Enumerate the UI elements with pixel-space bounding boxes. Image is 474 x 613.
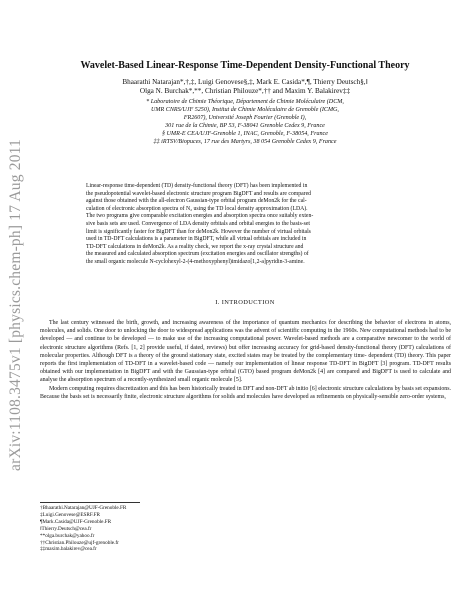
affiliation-line: § UMR-E CEA/UJF-Grenoble 1, INAC, Grenoble, F-38054, France [162, 131, 328, 138]
footnote-email[interactable]: ‡Luigi.Genovese@ESRF.FR [40, 511, 100, 518]
body-text [40, 319, 451, 401]
body-line: but offer increasing accuracy for grid-based density-functional theory (DFT) calculations of molecular properties. [40, 344, 451, 359]
body-line: The last century witnessed the birth, growth, and increasing awareness of the importance of quantum mechanics [49, 320, 327, 326]
body-line: for describing the behavior of electrons in atoms, molecules, and solids. One door to unlocking the door to widespread [40, 320, 451, 335]
body-line: Although DFT is a theory of the ground stationary state, excited states may be treated by the complementary time- [91, 352, 367, 359]
author-line: Olga N. Burchak*,**, Christian Philouze*,†† and Maxim Y. Balakirev‡‡ [139, 87, 351, 95]
affiliation-line: ‡‡ iRTSV/Biopuces, 17 rue des Martyrs, 38 054 Grenoble Cedex 9, France [153, 139, 337, 146]
arxiv-stamp [6, 95, 26, 515]
body-line: applications was the advent of scientific computing in the 1960s. New computational methods had to be developed [40, 328, 451, 343]
footnote-email[interactable]: †Bhaarathi.Natarajan@UJF-Grenoble.FR [40, 505, 127, 511]
affiliation-line: UMR CNRS/UJF 5250), Institut de Chimie Moléculaire de Grenoble (ICMG, [151, 107, 339, 114]
affiliation-line: * Laboratoire de Chimie Théorique, Département de Chimie Moléculaire (DCM, [146, 99, 344, 105]
paper-title: Wavelet-Based Linear-Response Time-Dependent Density-Functional Theory [80, 60, 410, 71]
footnote-rule [40, 502, 140, 503]
footnotes [40, 505, 340, 553]
affiliation-line: 301 rue de la Chimie, BP 53, F-38041 Grenoble Cedex 9, France [165, 123, 325, 130]
body-line: a comparative newcomer to the world of electronic structure algorithms (Refs. [1, 2] provide useful, if dated, reviews) [40, 336, 451, 351]
abstract-line: the measured and calculated absorption spectrum (excitation energies and oscillator strengths) of [86, 251, 309, 258]
footnote-email[interactable]: ††Christian.Philouze@ujf-grenoble.fr [40, 539, 119, 546]
footnote-email[interactable]: ‖Thierry.Deutsch@cea.fr [40, 525, 92, 532]
abstract-line: sive basis sets are used. Convergence of LDA density orbitals and orbital energies to the basis-set [86, 220, 310, 227]
abstract-line: Linear-response time-dependent (TD) density-functional theory (DFT) has been implemented in [86, 183, 308, 189]
abstract-line: against those obtained with the all-electron Gaussian-type orbital program deMon2k for the cal- [86, 198, 307, 205]
abstract-line: limit is significantly faster for BigDFT than for deMon2k. However the number of virtual orbitals [86, 228, 311, 235]
body-line: our implementation of linear response TD-DFT in BigDFT [3] program. TD-DFT results obtained with our [40, 361, 452, 376]
body-line: [6] electronic structure calculations by basis set expansions. Because the basis set is necessarily finite, electronic [40, 385, 451, 400]
abstract-line: the pseudopotential wavelet-based electronic structure program BigDFT and results are compared [86, 190, 312, 197]
footnote-email[interactable]: **olga.burchak@yahoo.fr [40, 532, 95, 539]
paragraph [40, 385, 451, 401]
section-heading: I. INTRODUCTION [215, 299, 275, 306]
abstract-line: culation of electronic absorption spectra of N₂ using the TD local density approximation (LDA). [86, 205, 308, 212]
footnote-email[interactable]: ‡‡maxim.balakirev@cea.fr [40, 546, 97, 553]
footnote-email[interactable]: ¶Mark.Casida@UJF-Grenoble.FR [40, 518, 112, 525]
body-line: [5]. [233, 377, 243, 384]
arxiv-stamp-text: arXiv:1108.3475v1 [physics.chem-ph] 17 Aug 2011 [7, 139, 24, 471]
paragraph [40, 319, 451, 385]
body-line: Modern computing requires discretization and this has been historically treated in DFT and non-DFT ab initio [49, 385, 309, 392]
affiliations [60, 98, 430, 147]
abstract [86, 183, 404, 267]
body-line: implementation in BigDFT and with the Gaussian-type orbital (GTO) based program deMon2k [4] are compared [84, 369, 360, 376]
abstract-line: TD-DFT calculations in deMon2k. As a reality check, we report the x-ray crystal structure and [86, 243, 304, 250]
affiliation-line: FR2607), Université Joseph Fourier (Grenoble I), [183, 115, 307, 122]
abstract-line: The two programs give comparable excitation energies and absorption spectra once suitably exten- [86, 213, 314, 220]
author-list [60, 78, 430, 96]
body-line: — and continue to be developed — to make use of the increasing computational power. Wavelet-based methods are [66, 336, 350, 343]
author-line: Bhaarathi Natarajan*,†,‡, Luigi Genovese§,‡, Mark E. Casida*,¶, Thierry Deutsch§,‖ [122, 78, 368, 86]
body-line: dependent (TD) theory. This paper reports the first implementation of TD-DFT in a wavelet-based code — namely [40, 352, 451, 368]
abstract-line: used in TD-DFT calculations is a parameter in BigDFT, while all virtual orbitals are included in [86, 236, 307, 243]
abstract-line: the small organic molecule N-cyclohexyl-2-(4-methoxyphenyl)imidazo[1,2-a]pyridin-3-amine. [86, 258, 305, 265]
body-line: and BigDFT is used to calculate and analyse the absorption spectrum of a recently-synthesized small organic molecule [40, 369, 451, 384]
body-line: structure algorithms for solids and molecules have developed as refinements on physically-sensible zero-order systems, [164, 393, 446, 400]
